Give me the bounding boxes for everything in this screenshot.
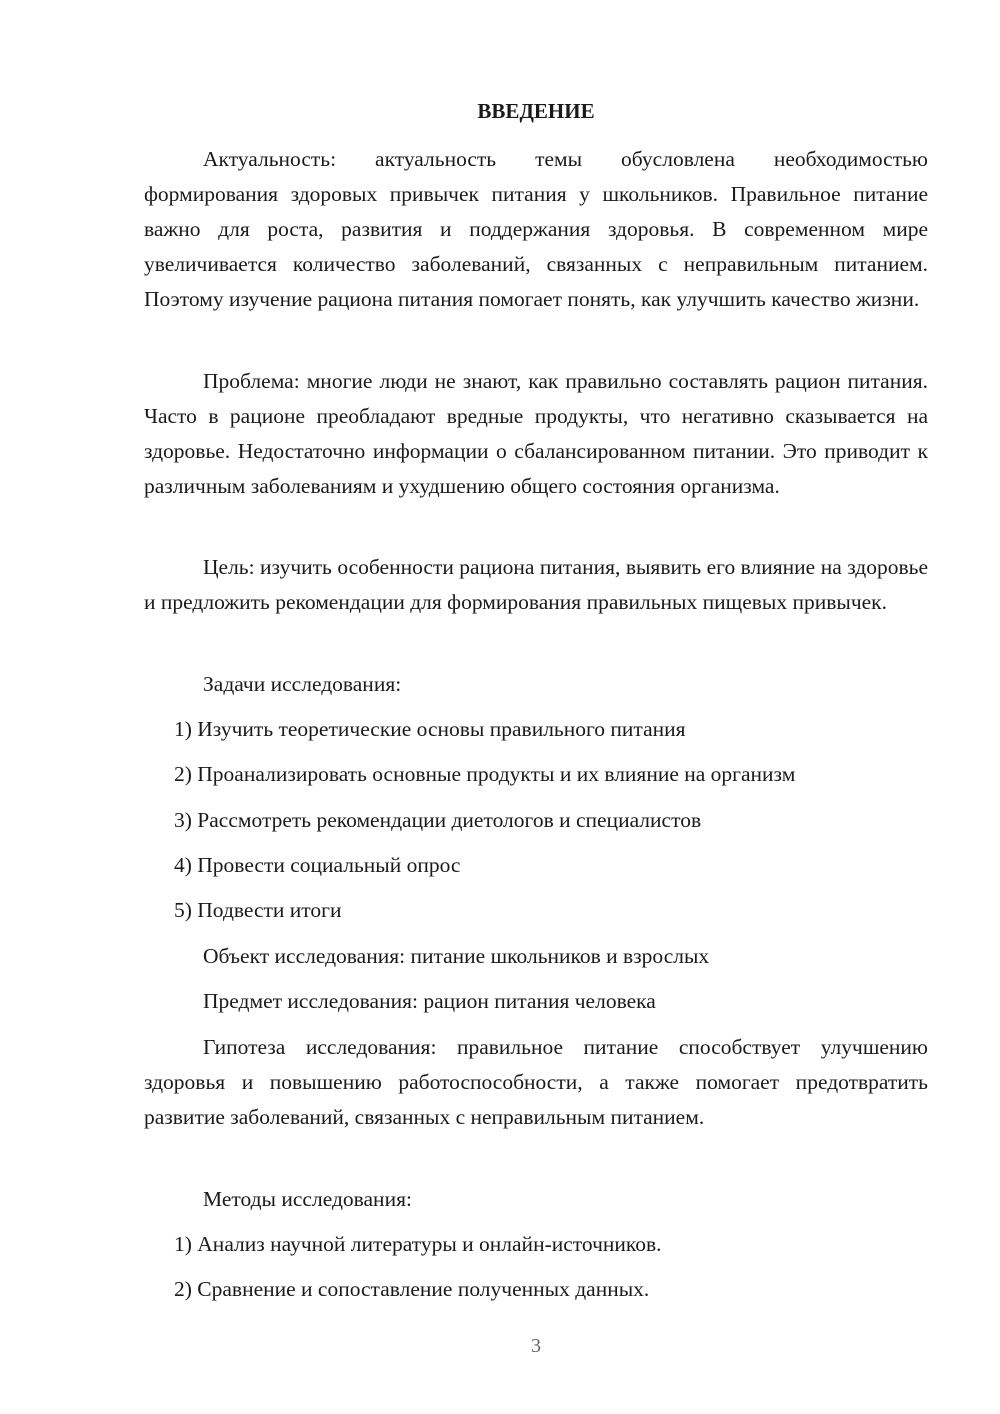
goal-paragraph: Цель: изучить особенности рациона питания, выявить его влияние на здоровье и предложить рекомендации для формирования правильных пищевых привычек. (144, 555, 928, 614)
list-item: 2) Проанализировать основные продукты и их влияние на организм (174, 762, 796, 786)
object-line: Объект исследования: питание школьников и взрослых (203, 944, 710, 968)
problem-paragraph: Проблема: многие люди не знают, как правильно составлять рацион питания. Часто в рационе преобладают вредные продукты, что негативно сказывается на здоровье. Недостаточно информации о сбалансированном питании. Это приводит к различным заболеваниям и ухудшению общего состояния организма. (144, 369, 928, 498)
subject-line: Предмет исследования: рацион питания человека (203, 989, 656, 1013)
tasks-heading: Задачи исследования: (203, 672, 402, 696)
list-item: 1) Изучить теоретические основы правильного питания (174, 717, 686, 741)
relevance-paragraph: Актуальность: актуальность темы обусловлена необходимостью формирования здоровых привычек питания у школьников. Правильное питание важно для роста, развития и поддержания здоровья. В современном мире увеличивается количество заболеваний, связанных с неправильным питанием. Поэтому изучение рациона питания помогает понять, как улучшить качество жизни. (144, 147, 928, 311)
methods-heading: Методы исследования: (203, 1187, 412, 1211)
list-item: 2) Сравнение и сопоставление полученных данных. (174, 1277, 650, 1301)
list-item: 5) Подвести итоги (174, 898, 342, 922)
document-page (144, 0, 928, 1414)
page-number: 3 (531, 1335, 541, 1357)
list-item: 4) Провести социальный опрос (174, 853, 461, 877)
page-title: ВВЕДЕНИЕ (477, 99, 595, 123)
list-item: 1) Анализ научной литературы и онлайн-источников. (174, 1232, 662, 1256)
hypothesis-paragraph: Гипотеза исследования: правильное питание способствует улучшению здоровья и повышению работоспособности, а также помогает предотвратить развитие заболеваний, связанных с неправильным питанием. (144, 1035, 928, 1129)
list-item: 3) Рассмотреть рекомендации диетологов и специалистов (174, 808, 702, 832)
